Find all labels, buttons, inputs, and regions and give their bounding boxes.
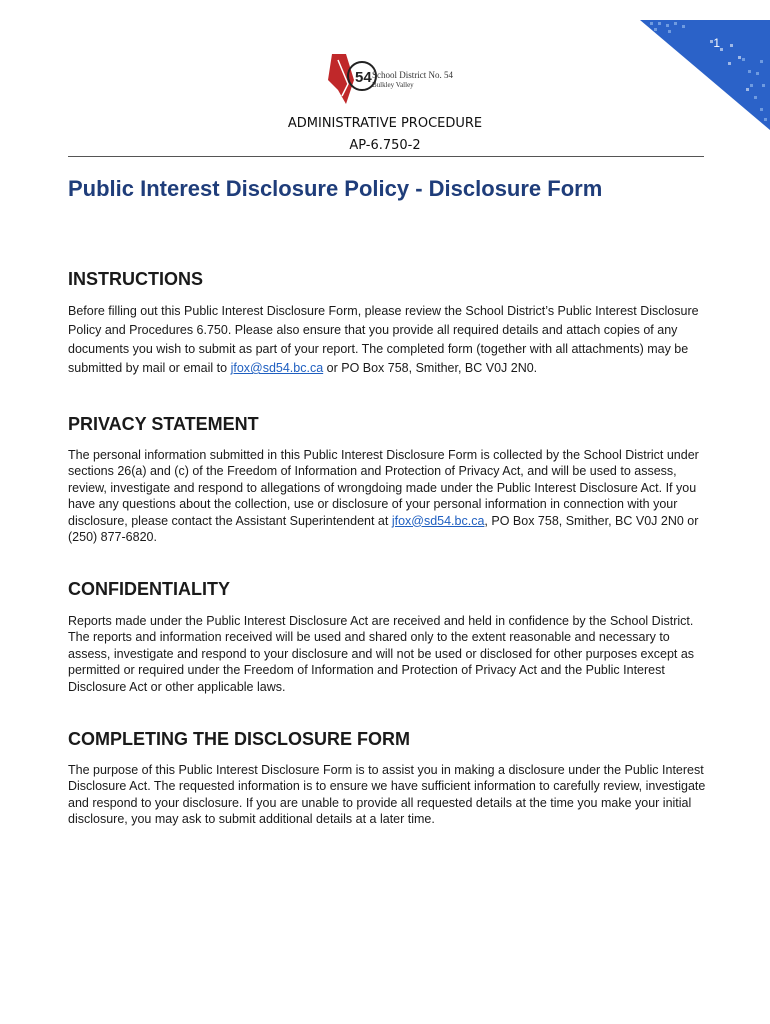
corner-decoration — [610, 0, 770, 130]
confidentiality-paragraph: Reports made under the Public Interest Disclosure Act are received and held in confidence by the School District. The reports and information received will be used and shared only to the extent reasonable and necessary to assess, investigate and respond to your disclosure and will not be used or disclosed for other purposes except as permitted or required under the Freedom of Information and Protection of Privacy Act and the Public Interest Disclosure Act or other applicable laws. — [68, 614, 695, 694]
instructions-paragraph — [68, 302, 708, 378]
email-link[interactable]: jfox@sd54.bc.ca — [391, 513, 485, 528]
privacy-heading: PRIVACY STATEMENT — [68, 414, 259, 434]
procedure-number: AP-6.750-2 — [349, 138, 421, 153]
email-link[interactable]: jfox@sd54.bc.ca — [230, 361, 324, 375]
instructions-text-tail: or PO Box 758, Smither, BC V0J 2N0. — [323, 361, 538, 375]
header-divider — [68, 156, 704, 157]
logo-text-line2: Bulkley Valley — [372, 81, 414, 89]
logo-text-line1: School District No. 54 — [372, 70, 453, 80]
privacy-text: The personal information submitted in this Public Interest Disclosure Form is collected by the School District under sections 26(a) and (c) of the Freedom of Information and Protection of Privacy Act, and will be used to assess, review, investigate and respond to allegations of wrongdoing made under the Public Interest Disclosure Act. If you have any questions about the collection, use or disclosure of your personal information in connection with your disclosure, please contact the Assistant Superintendent at — [68, 448, 699, 528]
confidentiality-heading: CONFIDENTIALITY — [68, 579, 230, 599]
instructions-heading: INSTRUCTIONS — [68, 269, 203, 289]
procedure-label: ADMINISTRATIVE PROCEDURE — [287, 116, 483, 131]
instructions-text: Before filling out this Public Interest Disclosure Form, please review the School District’s Public Interest Disclosure Policy and Procedures 6.750. Please also ensure that you provide all required details and attach copies of any documents you wish to submit as part of your report. The completed form (together with all attachments) may be submitted by mail or email to — [68, 304, 699, 375]
completing-heading: COMPLETING THE DISCLOSURE FORM — [68, 729, 410, 749]
completing-paragraph: The purpose of this Public Interest Disclosure Form is to assist you in making a disclosure under the Public Interest Disclosure Act. The requested information is to ensure we have sufficient information to carefully review, investigate and respond to your disclosure. If you are unable to provide all requested details at the time you make your initial disclosure, you may ask to submit additional details at a later time. — [68, 763, 706, 827]
logo-text — [372, 70, 453, 90]
document-title: Public Interest Disclosure Policy - Disclosure Form — [68, 176, 603, 201]
svg-text:54: 54 — [355, 69, 372, 86]
privacy-text-tail: , PO Box 758, Smither, BC V0J 2N0 or (250) 877-6820. — [68, 513, 699, 545]
page-number: 1 — [713, 36, 720, 50]
privacy-paragraph — [68, 447, 708, 545]
